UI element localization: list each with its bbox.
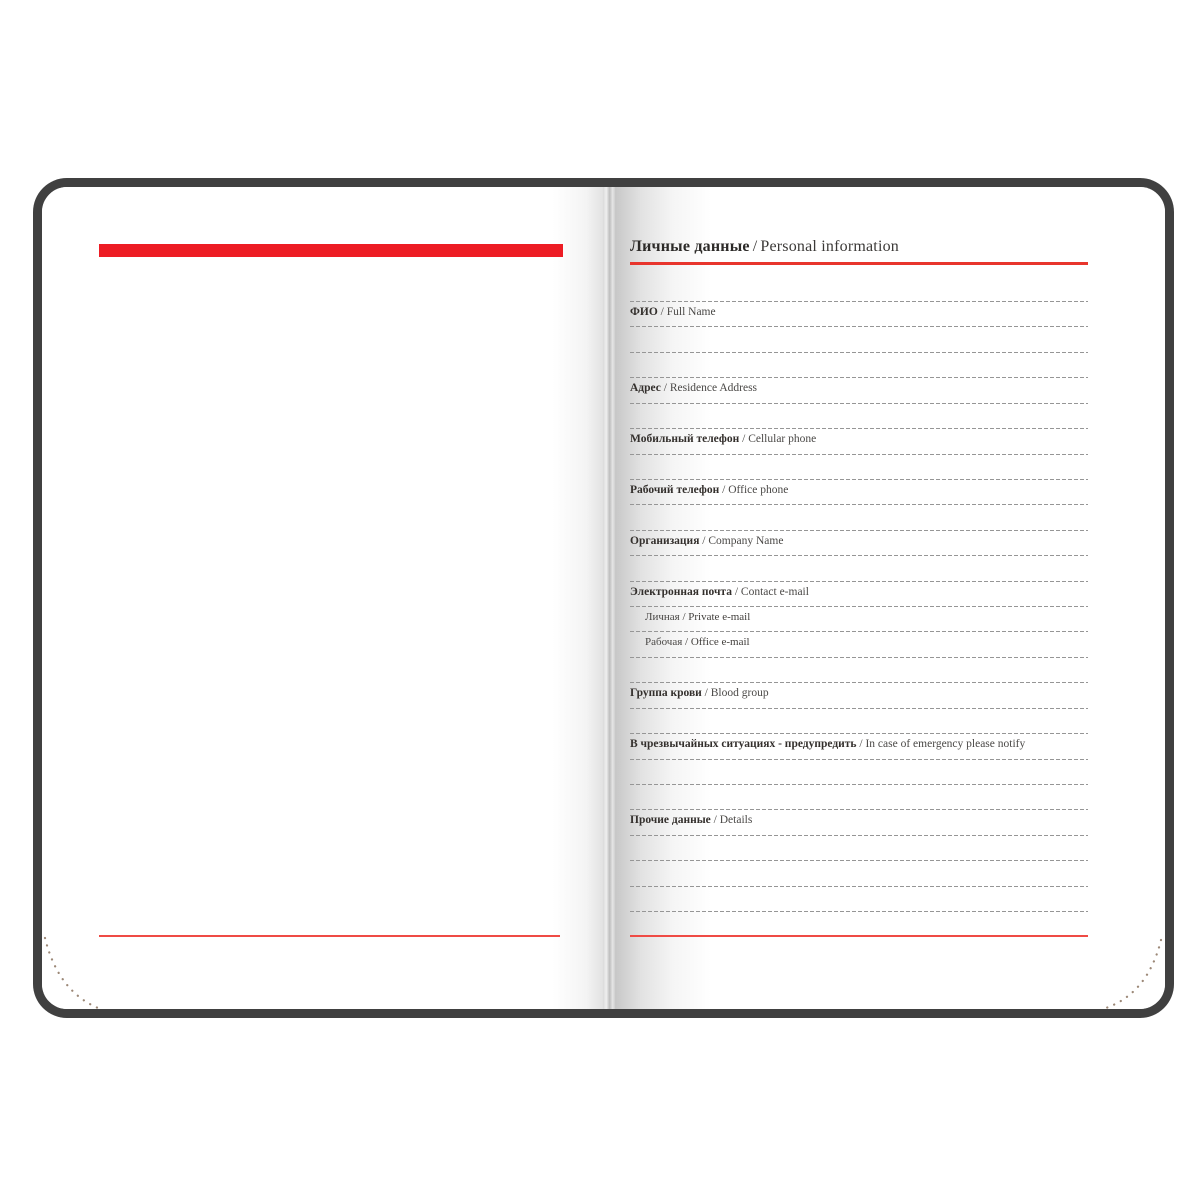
field-label-en: Blood group [710, 687, 769, 700]
ruled-line [630, 301, 1088, 302]
field-label-ru: Адрес [630, 382, 661, 395]
ruled-line [630, 504, 1088, 505]
field-label-8 [630, 686, 769, 700]
field-label-9 [630, 737, 1025, 751]
field-label-separator: / [731, 585, 741, 598]
paper-pages [42, 187, 1165, 1009]
field-label-ru: Электронная почта [630, 585, 732, 598]
ruled-line [630, 733, 1088, 734]
field-label-en: Private e-mail [688, 611, 751, 624]
ruled-line [630, 886, 1088, 887]
field-label-en: In case of emergency please notify [865, 738, 1026, 751]
field-label-10 [630, 813, 752, 827]
ruled-line [630, 784, 1088, 785]
field-label-ru: Рабочая [645, 636, 683, 649]
field-label-ru: ФИО [630, 306, 658, 318]
field-label-en: Cellular phone [748, 433, 817, 446]
ruled-line [630, 454, 1088, 455]
ruled-line [630, 352, 1088, 353]
field-label-separator: / [719, 483, 729, 496]
field-label-5 [630, 585, 809, 599]
ruled-line [630, 377, 1088, 378]
field-label-separator: / [660, 382, 670, 395]
ruled-line [630, 860, 1088, 861]
field-label-ru: В чрезвычайных ситуациях - предупредить [630, 738, 857, 751]
ruled-line [630, 479, 1088, 480]
field-label-ru: Прочие данные [630, 814, 711, 827]
ruled-line [630, 708, 1088, 709]
field-label-ru: Организация [630, 534, 700, 547]
field-label-1 [630, 381, 757, 395]
ruled-line [630, 911, 1088, 912]
field-label-en: Office phone [728, 483, 789, 496]
page-title [630, 236, 899, 257]
ruled-line [630, 581, 1088, 582]
field-label-ru: Группа крови [630, 687, 702, 700]
ruled-line [630, 606, 1088, 607]
field-label-ru: Личная [645, 611, 680, 624]
field-label-en: Residence Address [669, 382, 758, 395]
ruled-line [630, 657, 1088, 658]
field-label-ru: Мобильный телефон [630, 433, 740, 446]
field-label-separator: / [699, 534, 709, 547]
right-page-footer-line [630, 935, 1088, 937]
field-label-separator: / [679, 611, 689, 624]
field-label-separator: / [856, 738, 866, 751]
ruled-line [630, 835, 1088, 836]
ruled-line [630, 631, 1088, 632]
field-label-separator: / [657, 306, 667, 318]
ruled-line [630, 530, 1088, 531]
field-label-separator: / [701, 687, 711, 700]
field-label-en: Contact e-mail [740, 585, 809, 598]
field-label-4 [630, 534, 783, 548]
page-title-separator: / [752, 238, 758, 255]
field-label-0 [630, 305, 716, 319]
field-label-separator: / [710, 814, 720, 827]
field-label-7 [645, 635, 750, 649]
ruled-line [630, 428, 1088, 429]
field-label-3 [630, 483, 788, 497]
ruled-line [630, 403, 1088, 404]
ruled-line [630, 555, 1088, 556]
field-label-ru: Рабочий телефон [630, 483, 720, 496]
notebook-cover [33, 178, 1174, 1018]
field-label-en: Details [719, 814, 753, 827]
field-label-separator: / [682, 636, 691, 649]
ruled-line [630, 326, 1088, 327]
title-underline [630, 262, 1088, 265]
field-label-en: Company Name [708, 534, 784, 547]
field-label-separator: / [739, 433, 749, 446]
field-label-6 [645, 610, 750, 624]
page-title-ru: Личные данные [630, 238, 750, 255]
field-label-en: Office e-mail [690, 636, 750, 649]
field-label-2 [630, 432, 816, 446]
ruled-line [630, 682, 1088, 683]
ruled-line [630, 759, 1088, 760]
personal-info-form [42, 187, 1165, 1009]
page-title-en: Personal information [760, 238, 899, 255]
field-label-en: Full Name [666, 306, 716, 318]
ruled-line [630, 809, 1088, 810]
